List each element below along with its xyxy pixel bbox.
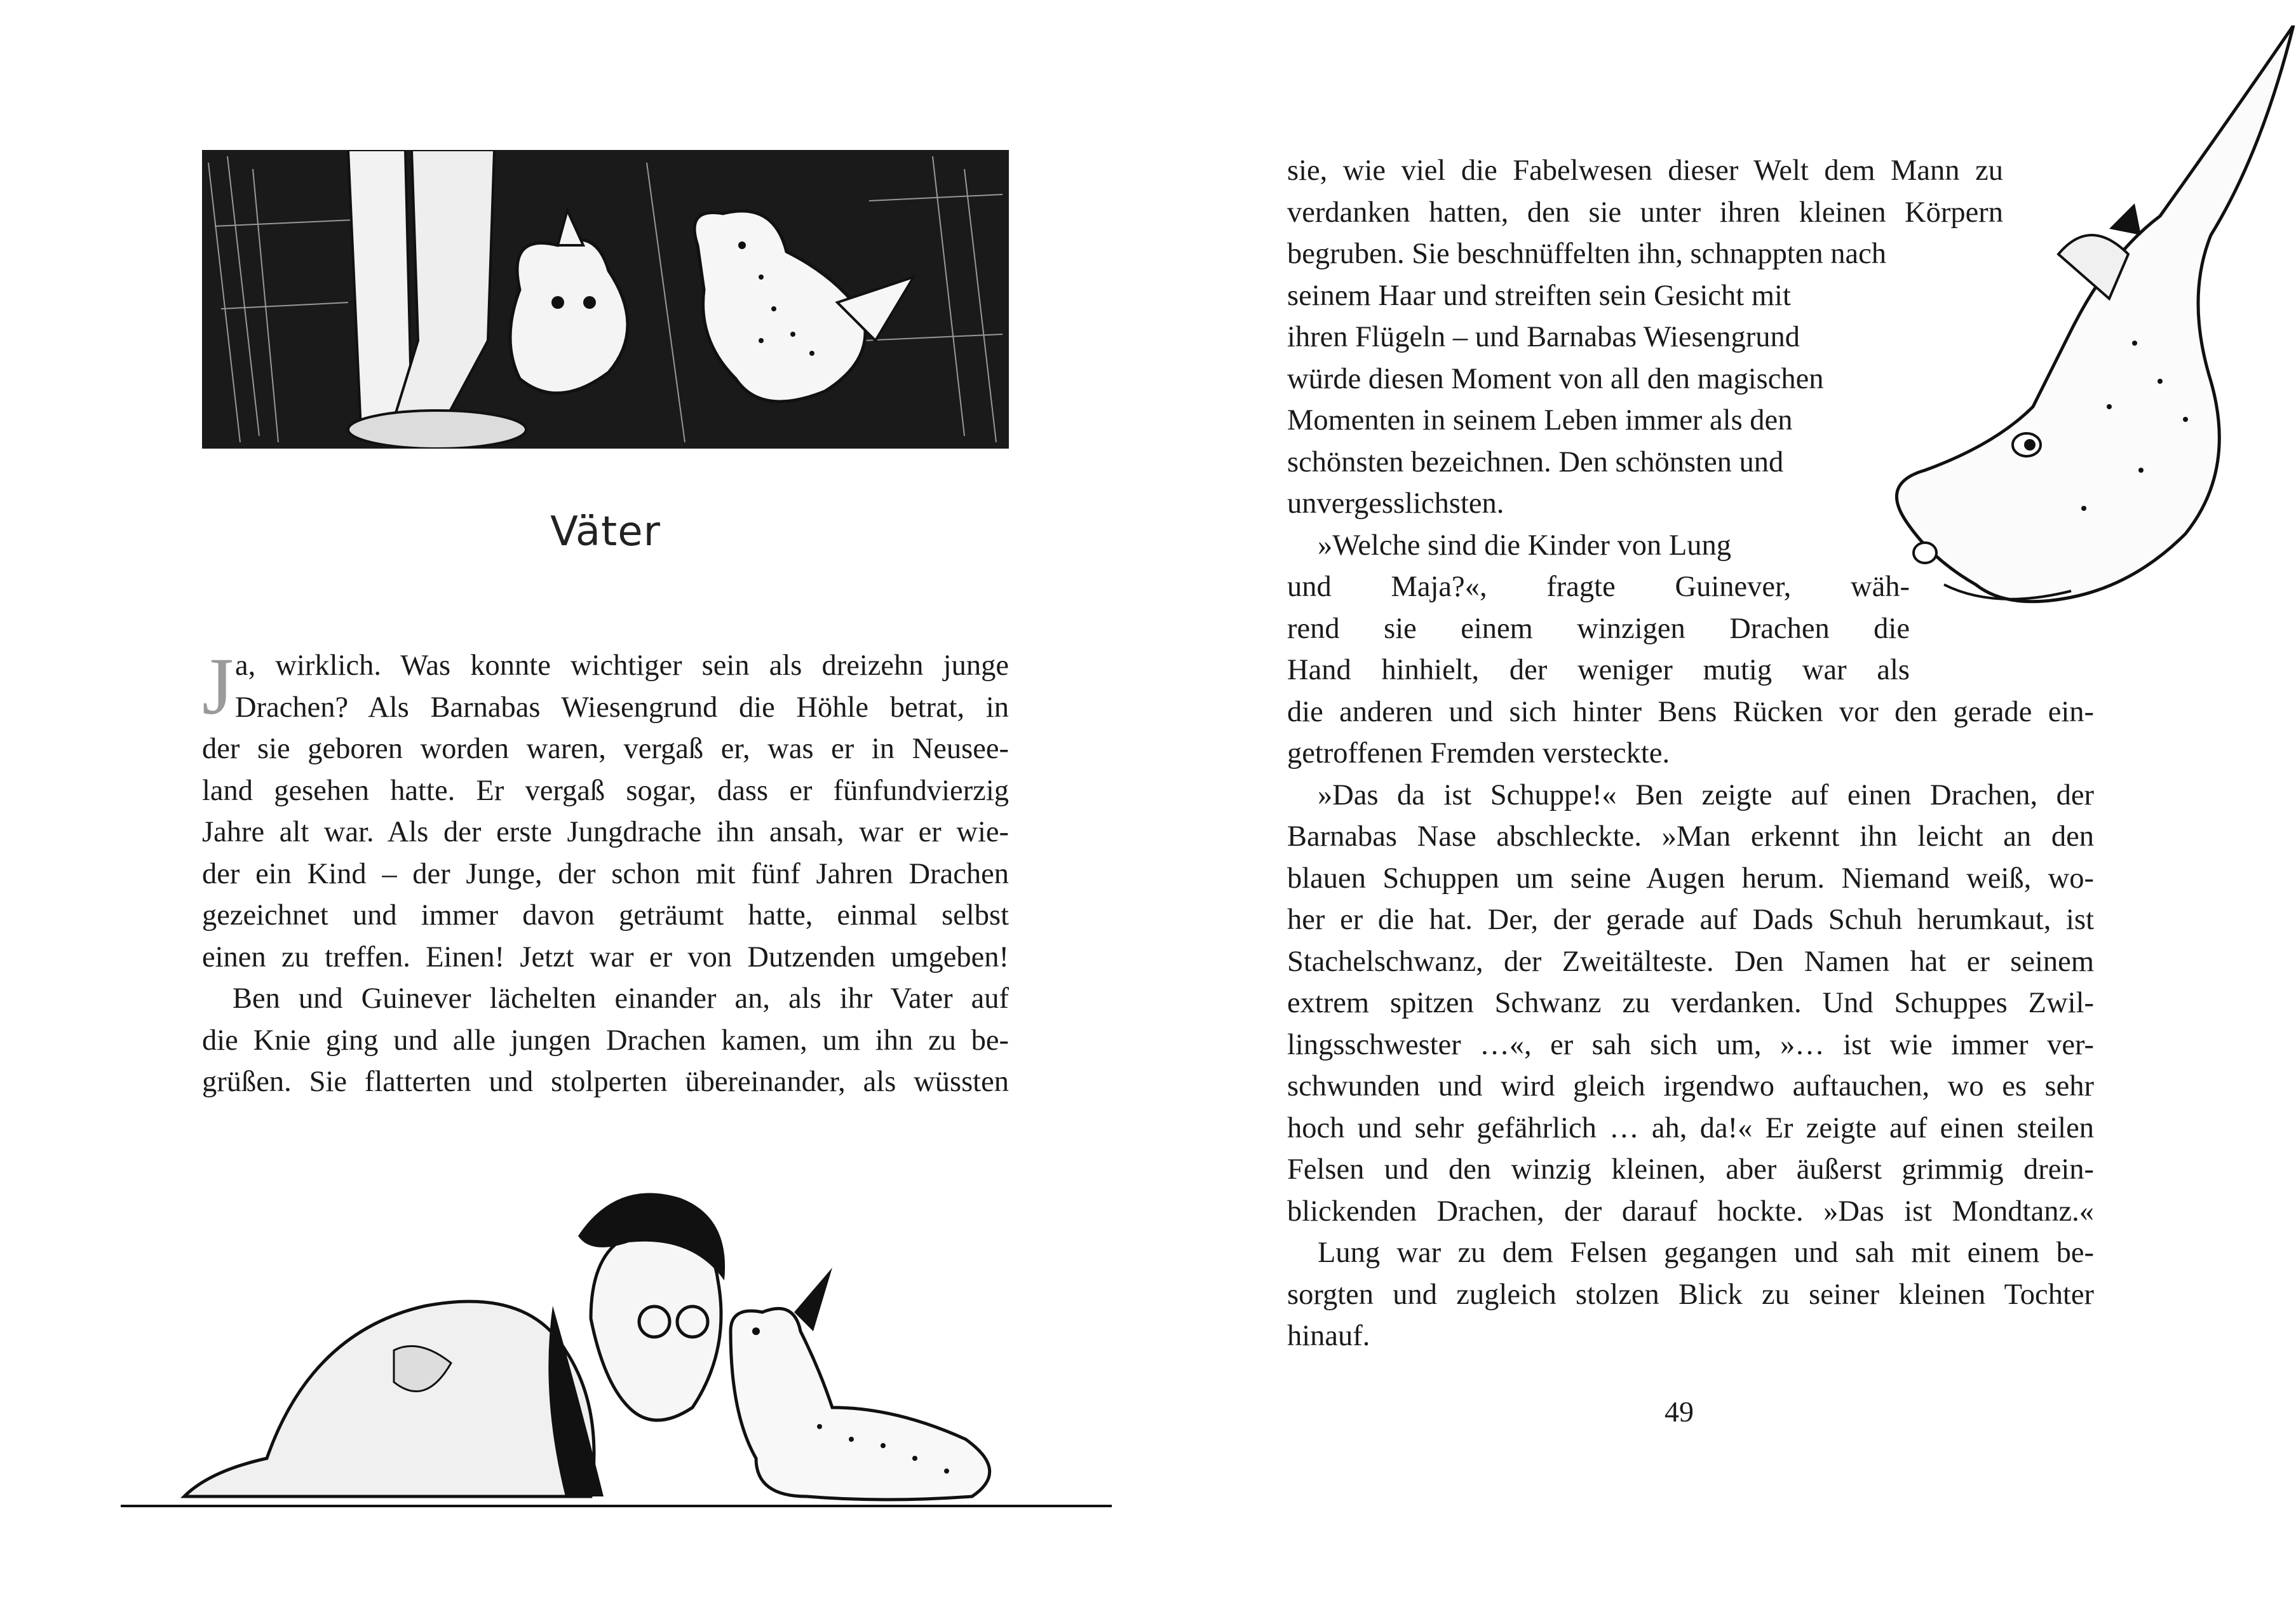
text-line: blauen Schuppen um seine Augen herum. Niemand weiß, wo- xyxy=(1287,862,2094,895)
text-line: rend sie einem winzigen Drachen die xyxy=(1287,612,1910,645)
text-line: »Welche sind die Kinder von Lung xyxy=(1318,529,1731,562)
text-line: unvergesslichsten. xyxy=(1287,487,1504,520)
text-line: blickenden Drachen, der darauf hockte. »Das ist Mondtanz.« xyxy=(1287,1195,2094,1228)
text-line: a, wirklich. Was konnte wichtiger sein als dreizehn junge xyxy=(235,649,1009,682)
text-line: seinem Haar und streiften sein Gesicht mit xyxy=(1287,279,1791,312)
text-line: land gesehen hatte. Er vergaß sogar, dass er fünfundvierzig xyxy=(202,774,1009,807)
text-line: Jahre alt war. Als der erste Jungdrache ihn ansah, war er wie- xyxy=(202,816,1009,848)
right-body-text xyxy=(1287,150,2094,1357)
text-line: begruben. Sie beschnüffelten ihn, schnappten nach xyxy=(1287,238,1887,270)
text-line: Barnabas Nase abschleckte. »Man erkennt ihn leicht an den xyxy=(1287,820,2094,853)
text-line: hinauf. xyxy=(1287,1320,1370,1352)
text-line: und Maja?«, fragte Guinever, wäh- xyxy=(1287,571,1910,603)
text-line: Ben und Guinever lächelten einander an, als ihr Vater auf xyxy=(233,982,1009,1015)
text-line: her er die hat. Der, der gerade auf Dads Schuh herumkaut, ist xyxy=(1287,904,2094,936)
text-line: die anderen und sich hinter Bens Rücken vor den gerade ein- xyxy=(1287,695,2094,728)
text-line: verdanken hatten, den sie unter ihren kleinen Körpern xyxy=(1287,196,2003,229)
bottom-illustration xyxy=(121,1141,1112,1522)
text-line: schwunden und wird gleich irgendwo auftauchen, wo es sehr xyxy=(1287,1070,2094,1102)
chapter-title: Väter xyxy=(550,508,661,555)
text-line: würde diesen Moment von all den magischen xyxy=(1287,362,1824,395)
text-line: Hand hinhielt, der weniger mutig war als xyxy=(1287,654,1910,686)
text-line: Stachelschwanz, der Zweitälteste. Den Namen hat er seinem xyxy=(1287,945,2094,978)
left-body-text xyxy=(202,641,1009,1103)
text-line: der sie geboren worden waren, vergaß er, was er in Neusee- xyxy=(202,733,1009,765)
text-line: die Knie ging und alle jungen Drachen kamen, um ihn zu be- xyxy=(202,1024,1009,1057)
text-line: sie, wie viel die Fabelwesen dieser Welt dem Mann zu xyxy=(1287,154,2003,187)
drop-cap: J xyxy=(202,641,234,731)
text-line: sorgten und zugleich stolzen Blick zu seiner kleinen Tochter xyxy=(1287,1278,2094,1311)
top-illustration xyxy=(202,150,1009,449)
text-line: schönsten bezeichnen. Den schönsten und xyxy=(1287,445,1784,478)
text-line: gezeichnet und immer davon geträumt hatte, einmal selbst xyxy=(202,899,1009,932)
text-line: hoch und sehr gefährlich … ah, da!« Er zeigte auf einen steilen xyxy=(1287,1111,2094,1144)
text-line: lingsschwester …«, er sah sich um, »… ist wie immer ver- xyxy=(1287,1028,2094,1061)
text-line: getroffenen Fremden versteckte. xyxy=(1287,737,1670,770)
text-line: grüßen. Sie flatterten und stolperten übereinander, als wüssten xyxy=(202,1066,1009,1098)
text-line: Momenten in seinem Leben immer als den xyxy=(1287,404,1793,437)
text-line: »Das da ist Schuppe!« Ben zeigte auf einen Drachen, der xyxy=(1318,778,2094,811)
page-number: 49 xyxy=(1665,1395,1694,1428)
text-line: einen zu treffen. Einen! Jetzt war er von Dutzenden umgeben! xyxy=(202,940,1009,973)
text-line: Drachen? Als Barnabas Wiesengrund die Höhle betrat, in xyxy=(235,691,1009,724)
text-line: extrem spitzen Schwanz zu verdanken. Und Schuppes Zwil- xyxy=(1287,987,2094,1019)
text-line: Felsen und den winzig kleinen, aber äußerst grimmig drein- xyxy=(1287,1153,2094,1186)
text-line: Lung war zu dem Felsen gegangen und sah mit einem be- xyxy=(1318,1237,2094,1269)
text-line: der ein Kind – der Junge, der schon mit fünf Jahren Drachen xyxy=(202,857,1009,890)
text-line: ihren Flügeln – und Barnabas Wiesengrund xyxy=(1287,321,1800,353)
